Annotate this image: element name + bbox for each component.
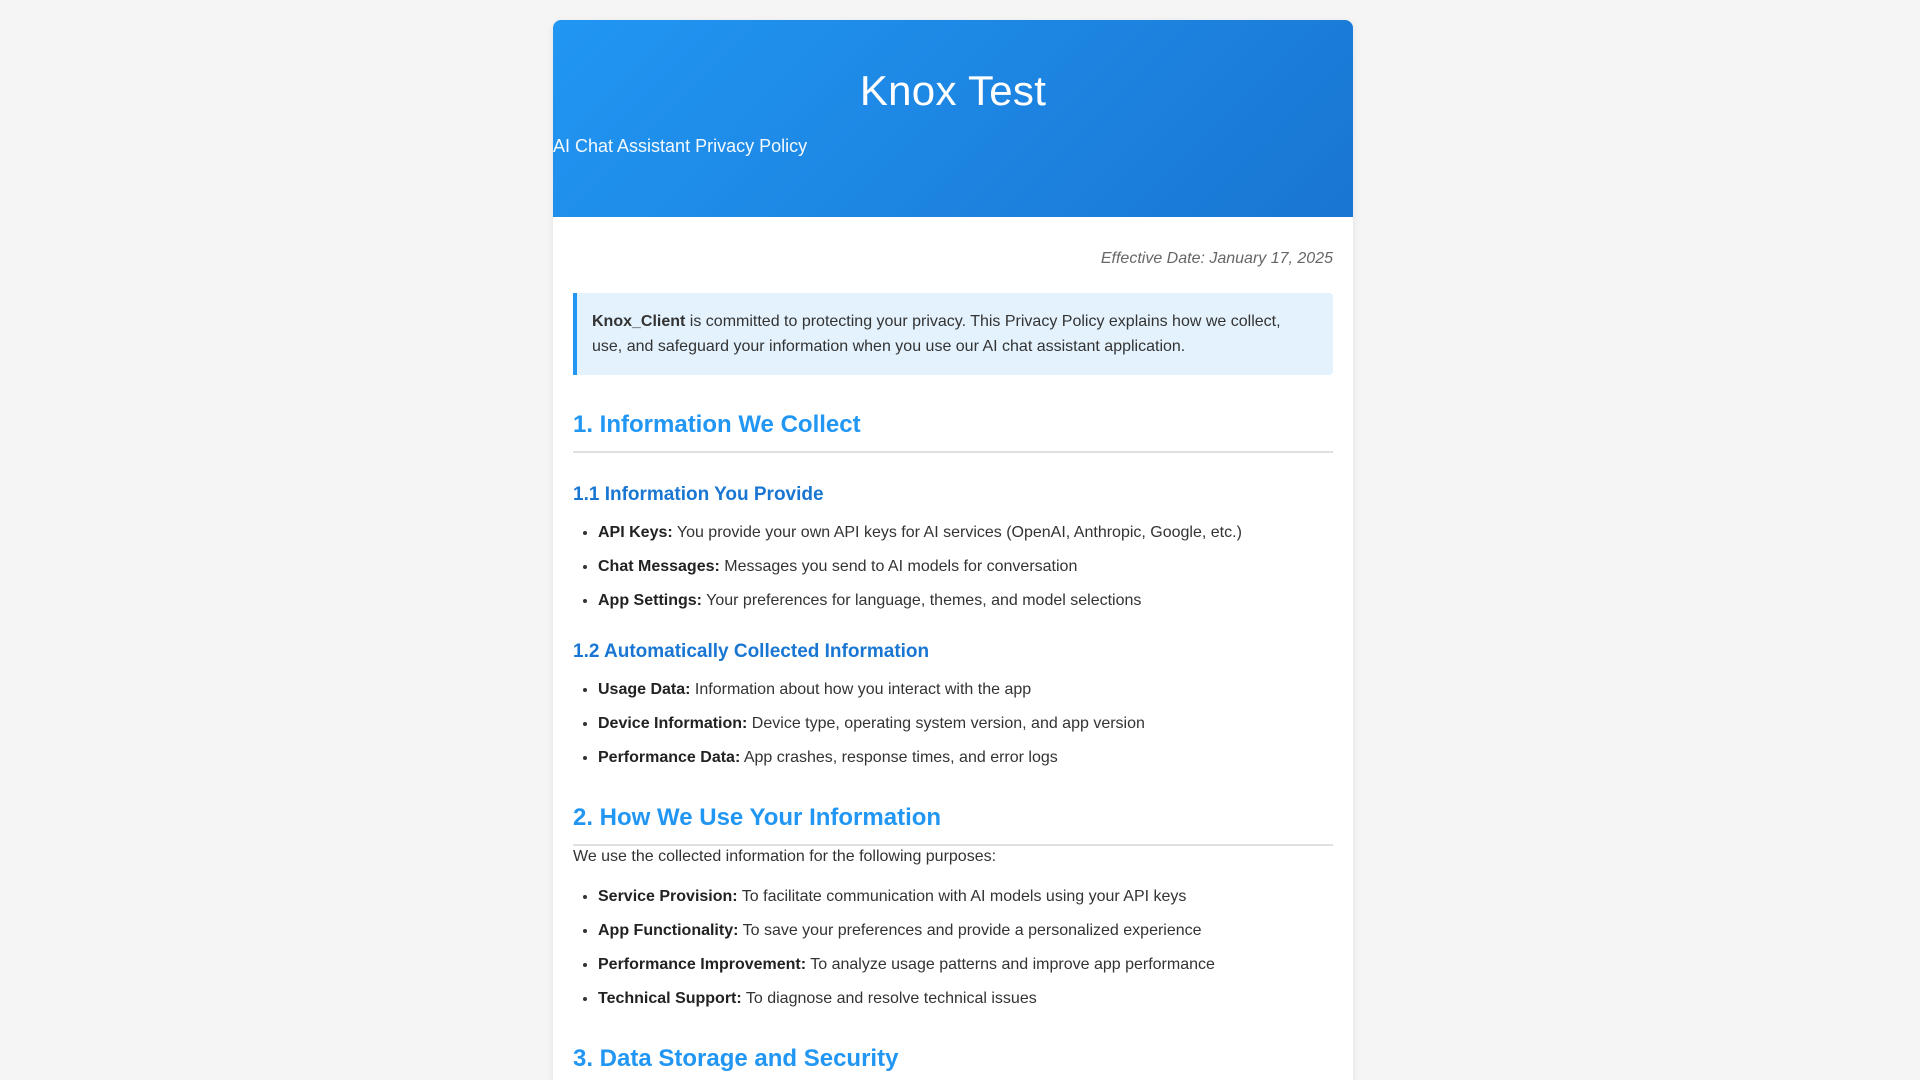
list-item [598, 679, 1333, 701]
list-automatically-collected [573, 679, 1333, 769]
list-item [598, 556, 1333, 578]
list-item-text: Your preferences for language, themes, and model selections [702, 592, 1142, 609]
list-item-label: Technical Support: [598, 990, 742, 1007]
list-item [598, 988, 1333, 1010]
intro-highlight [573, 293, 1333, 375]
list-item-text: Device type, operating system version, and app version [747, 715, 1145, 732]
section-intro-text: We use the collected information for the following purposes: [573, 848, 997, 865]
intro-brand: Knox_Client [592, 313, 686, 330]
list-item-text: To save your preferences and provide a personalized experience [738, 922, 1202, 939]
subsection-heading-automatically-collected: 1.2 Automatically Collected Information [573, 641, 930, 662]
effective-date: Effective Date: January 17, 2025 [1100, 250, 1333, 267]
list-item-label: Service Provision: [598, 888, 738, 905]
page-header [553, 20, 1353, 217]
list-item-label: Device Information: [598, 715, 748, 732]
section-heading-information-we-collect: 1. Information We Collect [573, 409, 1333, 453]
privacy-policy-page [553, 20, 1353, 1080]
list-item-label: Usage Data: [598, 681, 691, 698]
list-item [598, 954, 1333, 976]
list-item-text: Messages you send to AI models for conversation [719, 558, 1078, 575]
intro-text: is committed to protecting your privacy. This Privacy Policy explains how we collect, use, and safeguard your information when you use our AI chat assistant application. [592, 313, 1281, 355]
list-item-text: To diagnose and resolve technical issues [741, 990, 1037, 1007]
list-how-we-use [573, 886, 1333, 1010]
page-subtitle: AI Chat Assistant Privacy Policy [553, 136, 808, 156]
list-item-text: To analyze usage patterns and improve app performance [806, 956, 1215, 973]
list-item-label: Performance Improvement: [598, 956, 807, 973]
list-item-text: Information about how you interact with the app [690, 681, 1032, 698]
list-item [598, 920, 1333, 942]
list-item [598, 747, 1333, 769]
list-item [598, 886, 1333, 908]
list-item [598, 713, 1333, 735]
list-information-you-provide [573, 522, 1333, 612]
list-item-label: App Settings: [598, 592, 702, 609]
subsection-heading-information-you-provide: 1.1 Information You Provide [573, 484, 824, 505]
app-title: Knox Test [859, 67, 1047, 114]
list-item-text: App crashes, response times, and error logs [740, 749, 1058, 766]
section-heading-data-storage: 3. Data Storage and Security [573, 1043, 1333, 1080]
list-item-label: Chat Messages: [598, 558, 720, 575]
policy-content [553, 217, 1353, 1080]
list-item-label: API Keys: [598, 524, 673, 541]
list-item [598, 522, 1333, 544]
section-heading-how-we-use: 2. How We Use Your Information [573, 802, 1333, 846]
list-item-label: App Functionality: [598, 922, 739, 939]
list-item-text: You provide your own API keys for AI services (OpenAI, Anthropic, Google, etc.) [672, 524, 1242, 541]
list-item-label: Performance Data: [598, 749, 741, 766]
list-item [598, 590, 1333, 612]
list-item-text: To facilitate communication with AI models using your API keys [737, 888, 1187, 905]
